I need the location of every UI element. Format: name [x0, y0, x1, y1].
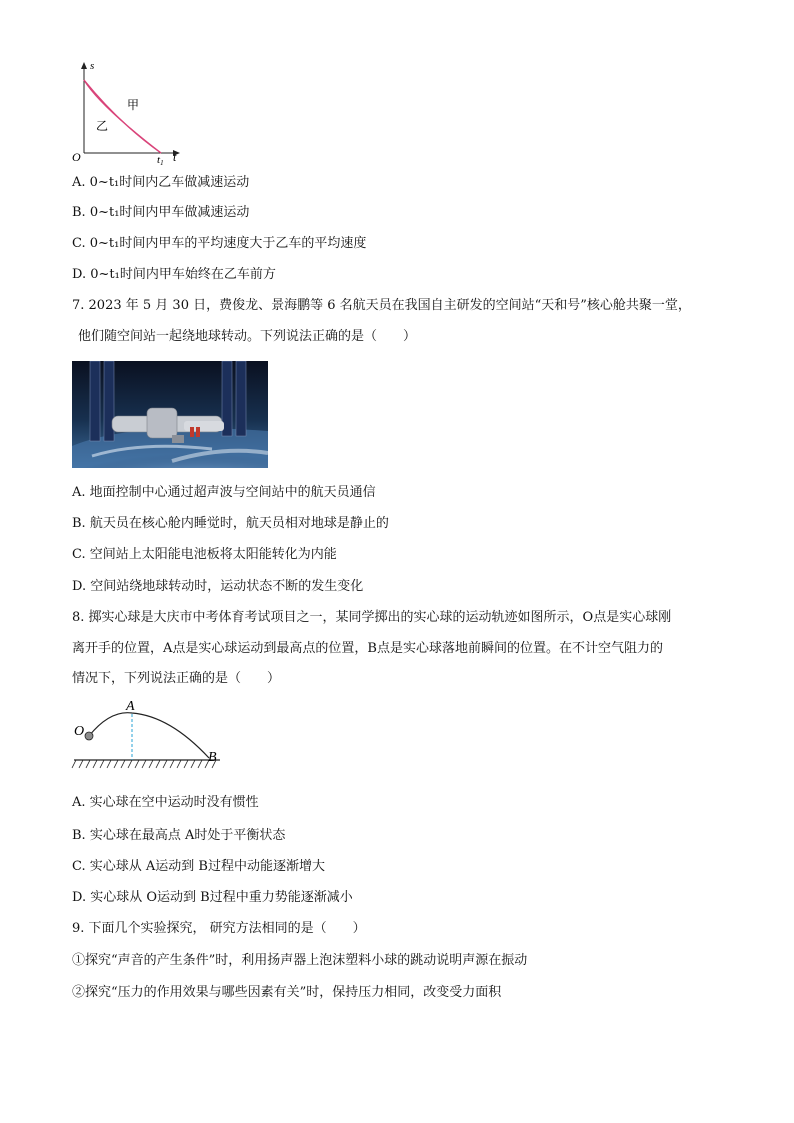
point-b-label: B [208, 750, 217, 765]
projectile-diagram [70, 698, 230, 773]
y-axis-arrow [81, 62, 87, 69]
q8-stem-line1: 8. 掷实心球是大庆市中考体育考试项目之一，某同学掷出的实心球的运动轨迹如图所示，O点是实心球刚 [72, 610, 672, 625]
s-t-graph [70, 58, 185, 168]
t1-label: t1 [157, 154, 164, 167]
ground-hatch [72, 760, 216, 768]
q8-option-c: C. 实心球从 A运动到 B过程中动能逐渐增大 [72, 859, 325, 874]
q9-item-1: ①探究“声音的产生条件”时，利用扬声器上泡沫塑料小球的跳动说明声源在振动 [72, 953, 528, 968]
q7-stem-line2: 他们随空间站一起绕地球转动。下列说法正确的是（ ） [78, 329, 417, 344]
q7-option-d: D. 空间站绕地球转动时，运动状态不断的发生变化 [72, 579, 364, 594]
ball [85, 732, 93, 740]
q6-option-d: D. 0~t₁时间内甲车始终在乙车前方 [72, 267, 276, 282]
q7-option-b: B. 航天员在核心舱内睡觉时，航天员相对地球是静止的 [72, 516, 389, 531]
t-axis-label: t [173, 150, 177, 164]
q9-stem: 9. 下面几个实验探究， 研究方法相同的是（ ） [72, 921, 366, 936]
q7-option-c: C. 空间站上太阳能电池板将太阳能转化为内能 [72, 547, 337, 562]
point-a-label: A [126, 699, 135, 714]
q8-stem-line3: 情况下，下列说法正确的是（ ） [72, 671, 281, 686]
origin-label: O [72, 150, 81, 164]
q8-option-a: A. 实心球在空中运动时没有惯性 [72, 795, 259, 810]
s-axis-label: s [90, 60, 95, 72]
q6-option-c: C. 0~t₁时间内甲车的平均速度大于乙车的平均速度 [72, 236, 367, 251]
q7-option-a: A. 地面控制中心通过超声波与空间站中的航天员通信 [72, 485, 376, 500]
space-station-photo [72, 361, 268, 468]
q7-stem-line1: 7. 2023 年 5 月 30 日，费俊龙、景海鹏等 6 名航天员在我国自主研发的空间站“天和号”核心舱共聚一堂， [72, 298, 691, 313]
q6-option-a: A. 0~t₁时间内乙车做减速运动 [72, 175, 250, 190]
curve-jia [84, 80, 161, 153]
q8-option-d: D. 实心球从 O运动到 B过程中重力势能逐渐减小 [72, 890, 353, 905]
trajectory [89, 713, 209, 758]
curve-yi [84, 80, 161, 153]
yi-label: 乙 [96, 119, 109, 133]
q8-stem-line2: 离开手的位置，A点是实心球运动到最高点的位置，B点是实心球落地前瞬间的位置。在不计空气阻力的 [72, 641, 663, 656]
q6-option-b: B. 0~t₁时间内甲车做减速运动 [72, 205, 250, 220]
jia-label: 甲 [127, 98, 140, 112]
point-o-label: O [74, 724, 85, 739]
q8-option-b: B. 实心球在最高点 A时处于平衡状态 [72, 828, 286, 843]
q9-item-2: ②探究“压力的作用效果与哪些因素有关”时，保持压力相同，改变受力面积 [72, 985, 502, 1000]
